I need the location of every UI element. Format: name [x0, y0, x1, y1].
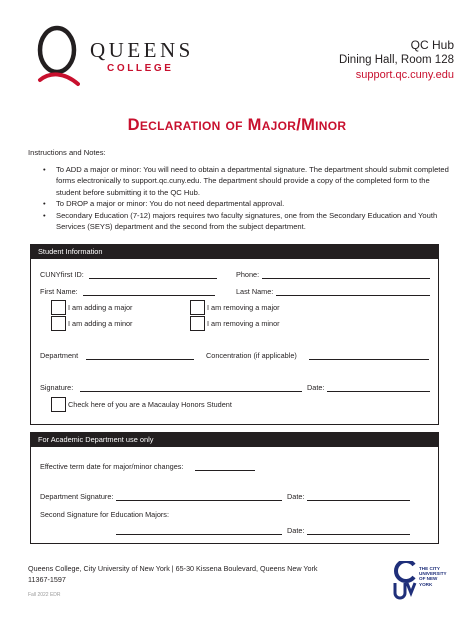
student-section-header: Student Information	[31, 245, 438, 259]
department-date-field[interactable]	[307, 500, 410, 501]
effective-term-label: Effective term date for major/minor changes:	[40, 462, 184, 471]
concentration-label: Concentration (if applicable)	[206, 351, 297, 360]
revision-note: Fall 2022 EDR	[28, 592, 61, 598]
instructions-list	[40, 164, 456, 232]
footer-zip: 11367-1597	[28, 575, 66, 584]
removing-major-checkbox[interactable]	[190, 300, 205, 315]
queens-college-q-logo	[34, 22, 80, 88]
cunyfirst-id-field[interactable]	[89, 278, 217, 279]
page-title: Declaration of Major/Minor	[127, 116, 347, 134]
second-signature-field[interactable]	[116, 534, 282, 535]
logo-college-wordmark: COLLEGE	[107, 63, 174, 74]
macaulay-checkbox[interactable]	[51, 397, 66, 412]
office-name: QC Hub	[410, 38, 454, 52]
date-field[interactable]	[327, 391, 430, 392]
instruction-item	[40, 198, 456, 209]
department-section-header: For Academic Department use only	[31, 433, 438, 447]
instruction-text: To DROP a major or minor: You do not need departmental approval.	[56, 199, 285, 209]
instructions-heading: Instructions and Notes:	[28, 148, 106, 157]
footer-address: Queens College, City University of New York | 65-30 Kissena Boulevard, Queens New York	[28, 564, 318, 573]
second-date-field[interactable]	[307, 534, 410, 535]
adding-minor-label: I am adding a minor	[68, 319, 133, 328]
cuny-mark-icon	[392, 561, 418, 601]
bullet-icon: •	[43, 199, 46, 209]
department-field[interactable]	[86, 359, 194, 360]
date-label: Date:	[307, 383, 325, 392]
second-date-label: Date:	[287, 526, 305, 535]
adding-major-label: I am adding a major	[68, 303, 133, 312]
concentration-field[interactable]	[309, 359, 429, 360]
signature-label: Signature:	[40, 383, 74, 392]
adding-major-checkbox[interactable]	[51, 300, 66, 315]
removing-minor-label: I am removing a minor	[207, 319, 280, 328]
logo-queens-wordmark: QUEENS	[90, 38, 194, 62]
instruction-text: Secondary Education (7-12) majors requires two faculty signatures, one from the Secondary Education and Youth Services (SEYS) department and the second from the subject department.	[56, 210, 438, 232]
department-date-label: Date:	[287, 492, 305, 501]
department-signature-label: Department Signature:	[40, 492, 114, 501]
instruction-item	[40, 164, 456, 198]
first-name-field[interactable]	[83, 295, 215, 296]
bullet-icon: •	[43, 210, 46, 220]
signature-field[interactable]	[80, 391, 302, 392]
cuny-logo	[392, 561, 447, 603]
removing-minor-checkbox[interactable]	[190, 316, 205, 331]
student-information-section	[30, 244, 439, 425]
removing-major-label: I am removing a major	[207, 303, 280, 312]
instruction-text: To ADD a major or minor: You will need to obtain a departmental signature. The department should submit completed forms electronically to support.qc.cuny.edu. The department should provide a copy of the completed form to the student before submitting it to the QC Hub.	[56, 165, 449, 197]
cuny-text: THE CITY UNIVERSITY OF NEW YORK	[419, 566, 447, 587]
second-signature-label: Second Signature for Education Majors:	[40, 510, 169, 519]
first-name-label: First Name:	[40, 287, 78, 296]
department-signature-field[interactable]	[116, 500, 282, 501]
cunyfirst-id-label: CUNYfirst ID:	[40, 270, 84, 279]
adding-minor-checkbox[interactable]	[51, 316, 66, 331]
department-label: Department	[40, 351, 79, 360]
bullet-icon: •	[43, 165, 46, 174]
department-use-section	[30, 432, 439, 544]
effective-term-field[interactable]	[195, 470, 255, 471]
office-location: Dining Hall, Room 128	[338, 54, 454, 66]
instruction-item	[40, 210, 456, 233]
support-link[interactable]: support.qc.cuny.edu	[355, 69, 454, 81]
phone-field[interactable]	[262, 278, 430, 279]
phone-label: Phone:	[236, 270, 260, 279]
last-name-label: Last Name:	[236, 287, 274, 296]
macaulay-label: Check here of you are a Macaulay Honors Student	[68, 400, 232, 409]
last-name-field[interactable]	[276, 295, 430, 296]
